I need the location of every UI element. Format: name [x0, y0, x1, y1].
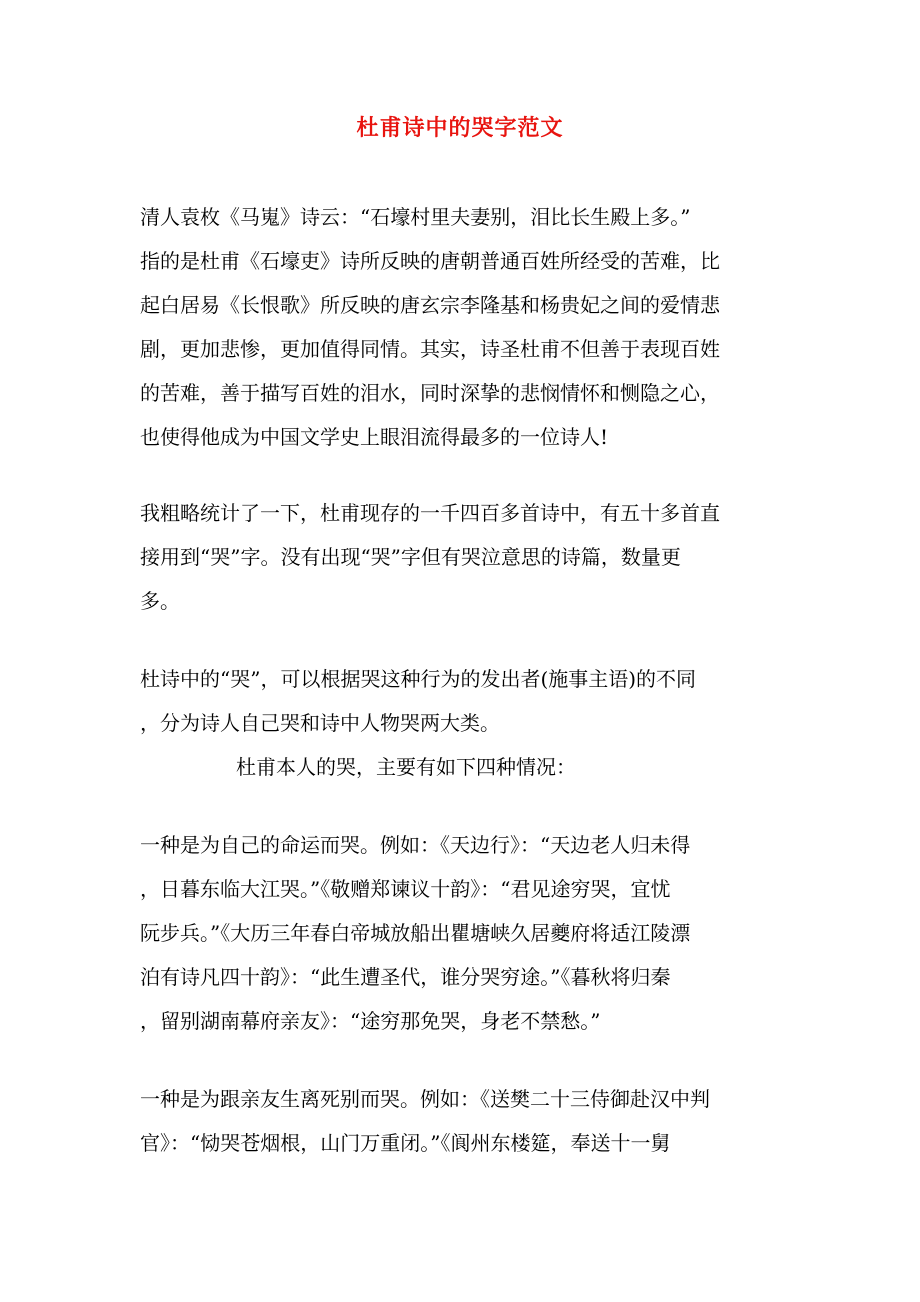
paragraph-classification — [140, 657, 780, 745]
text-line: 阮步兵。”《大历三年春白帝城放船出瞿塘峡久居夔府将适江陵漂 — [140, 921, 691, 945]
paragraph-subheading — [236, 745, 876, 789]
text-line: 我粗略统计了一下，杜甫现存的一千四百多首诗中，有五十多首直 — [140, 501, 720, 525]
text-line: 指的是杜甫《石壕吏》诗所反映的唐朝普通百姓所经受的苦难，比 — [140, 249, 720, 273]
text-line: 多。 — [140, 589, 180, 613]
paragraph-intro — [140, 195, 780, 459]
text-line: ，日暮东临大江哭。”《敬赠郑谏议十韵》：“君见途穷哭，宜忧 — [140, 877, 671, 901]
paragraph-own-fate — [140, 823, 780, 1043]
text-line: 剧，更加悲惨，更加值得同情。其实，诗圣杜甫不但善于表现百姓 — [140, 337, 720, 361]
text-line: 起白居易《长恨歌》所反映的唐玄宗李隆基和杨贵妃之间的爱情悲 — [140, 293, 720, 317]
text-line: 杜诗中的“哭”，可以根据哭这种行为的发出者(施事主语)的不同 — [140, 667, 697, 691]
paragraph-statistics — [140, 491, 780, 623]
text-line: 官》：“恸哭苍烟根，山门万重闭。”《阆州东楼筵，奉送十一舅 — [140, 1131, 671, 1155]
paragraph-farewell — [140, 1077, 780, 1165]
text-line: 一种是为自己的命运而哭。例如：《天边行》：“天边老人归未得 — [140, 833, 691, 857]
text-line: 泊有诗凡四十韵》：“此生遭圣代，谁分哭穷途。”《暮秋将归秦 — [140, 965, 671, 989]
text-line: 一种是为跟亲友生离死别而哭。例如：《送樊二十三侍御赴汉中判 — [140, 1087, 710, 1111]
document-title: 杜甫诗中的哭字范文 — [356, 115, 564, 141]
text-line: ，分为诗人自己哭和诗中人物哭两大类。 — [140, 711, 500, 735]
text-line: 清人袁枚《马嵬》诗云：“石壕村里夫妻别，泪比长生殿上多。” — [140, 205, 691, 229]
text-line: 杜甫本人的哭，主要有如下四种情况： — [236, 755, 576, 779]
text-line: 的苦难，善于描写百姓的泪水，同时深挚的悲悯情怀和恻隐之心， — [140, 381, 720, 405]
text-line: ，留别湖南幕府亲友》：“途穷那免哭，身老不禁愁。” — [140, 1009, 601, 1033]
text-line: 也使得他成为中国文学史上眼泪流得最多的一位诗人! — [140, 425, 609, 449]
text-line: 接用到“哭”字。没有出现“哭”字但有哭泣意思的诗篇，数量更 — [140, 545, 681, 569]
